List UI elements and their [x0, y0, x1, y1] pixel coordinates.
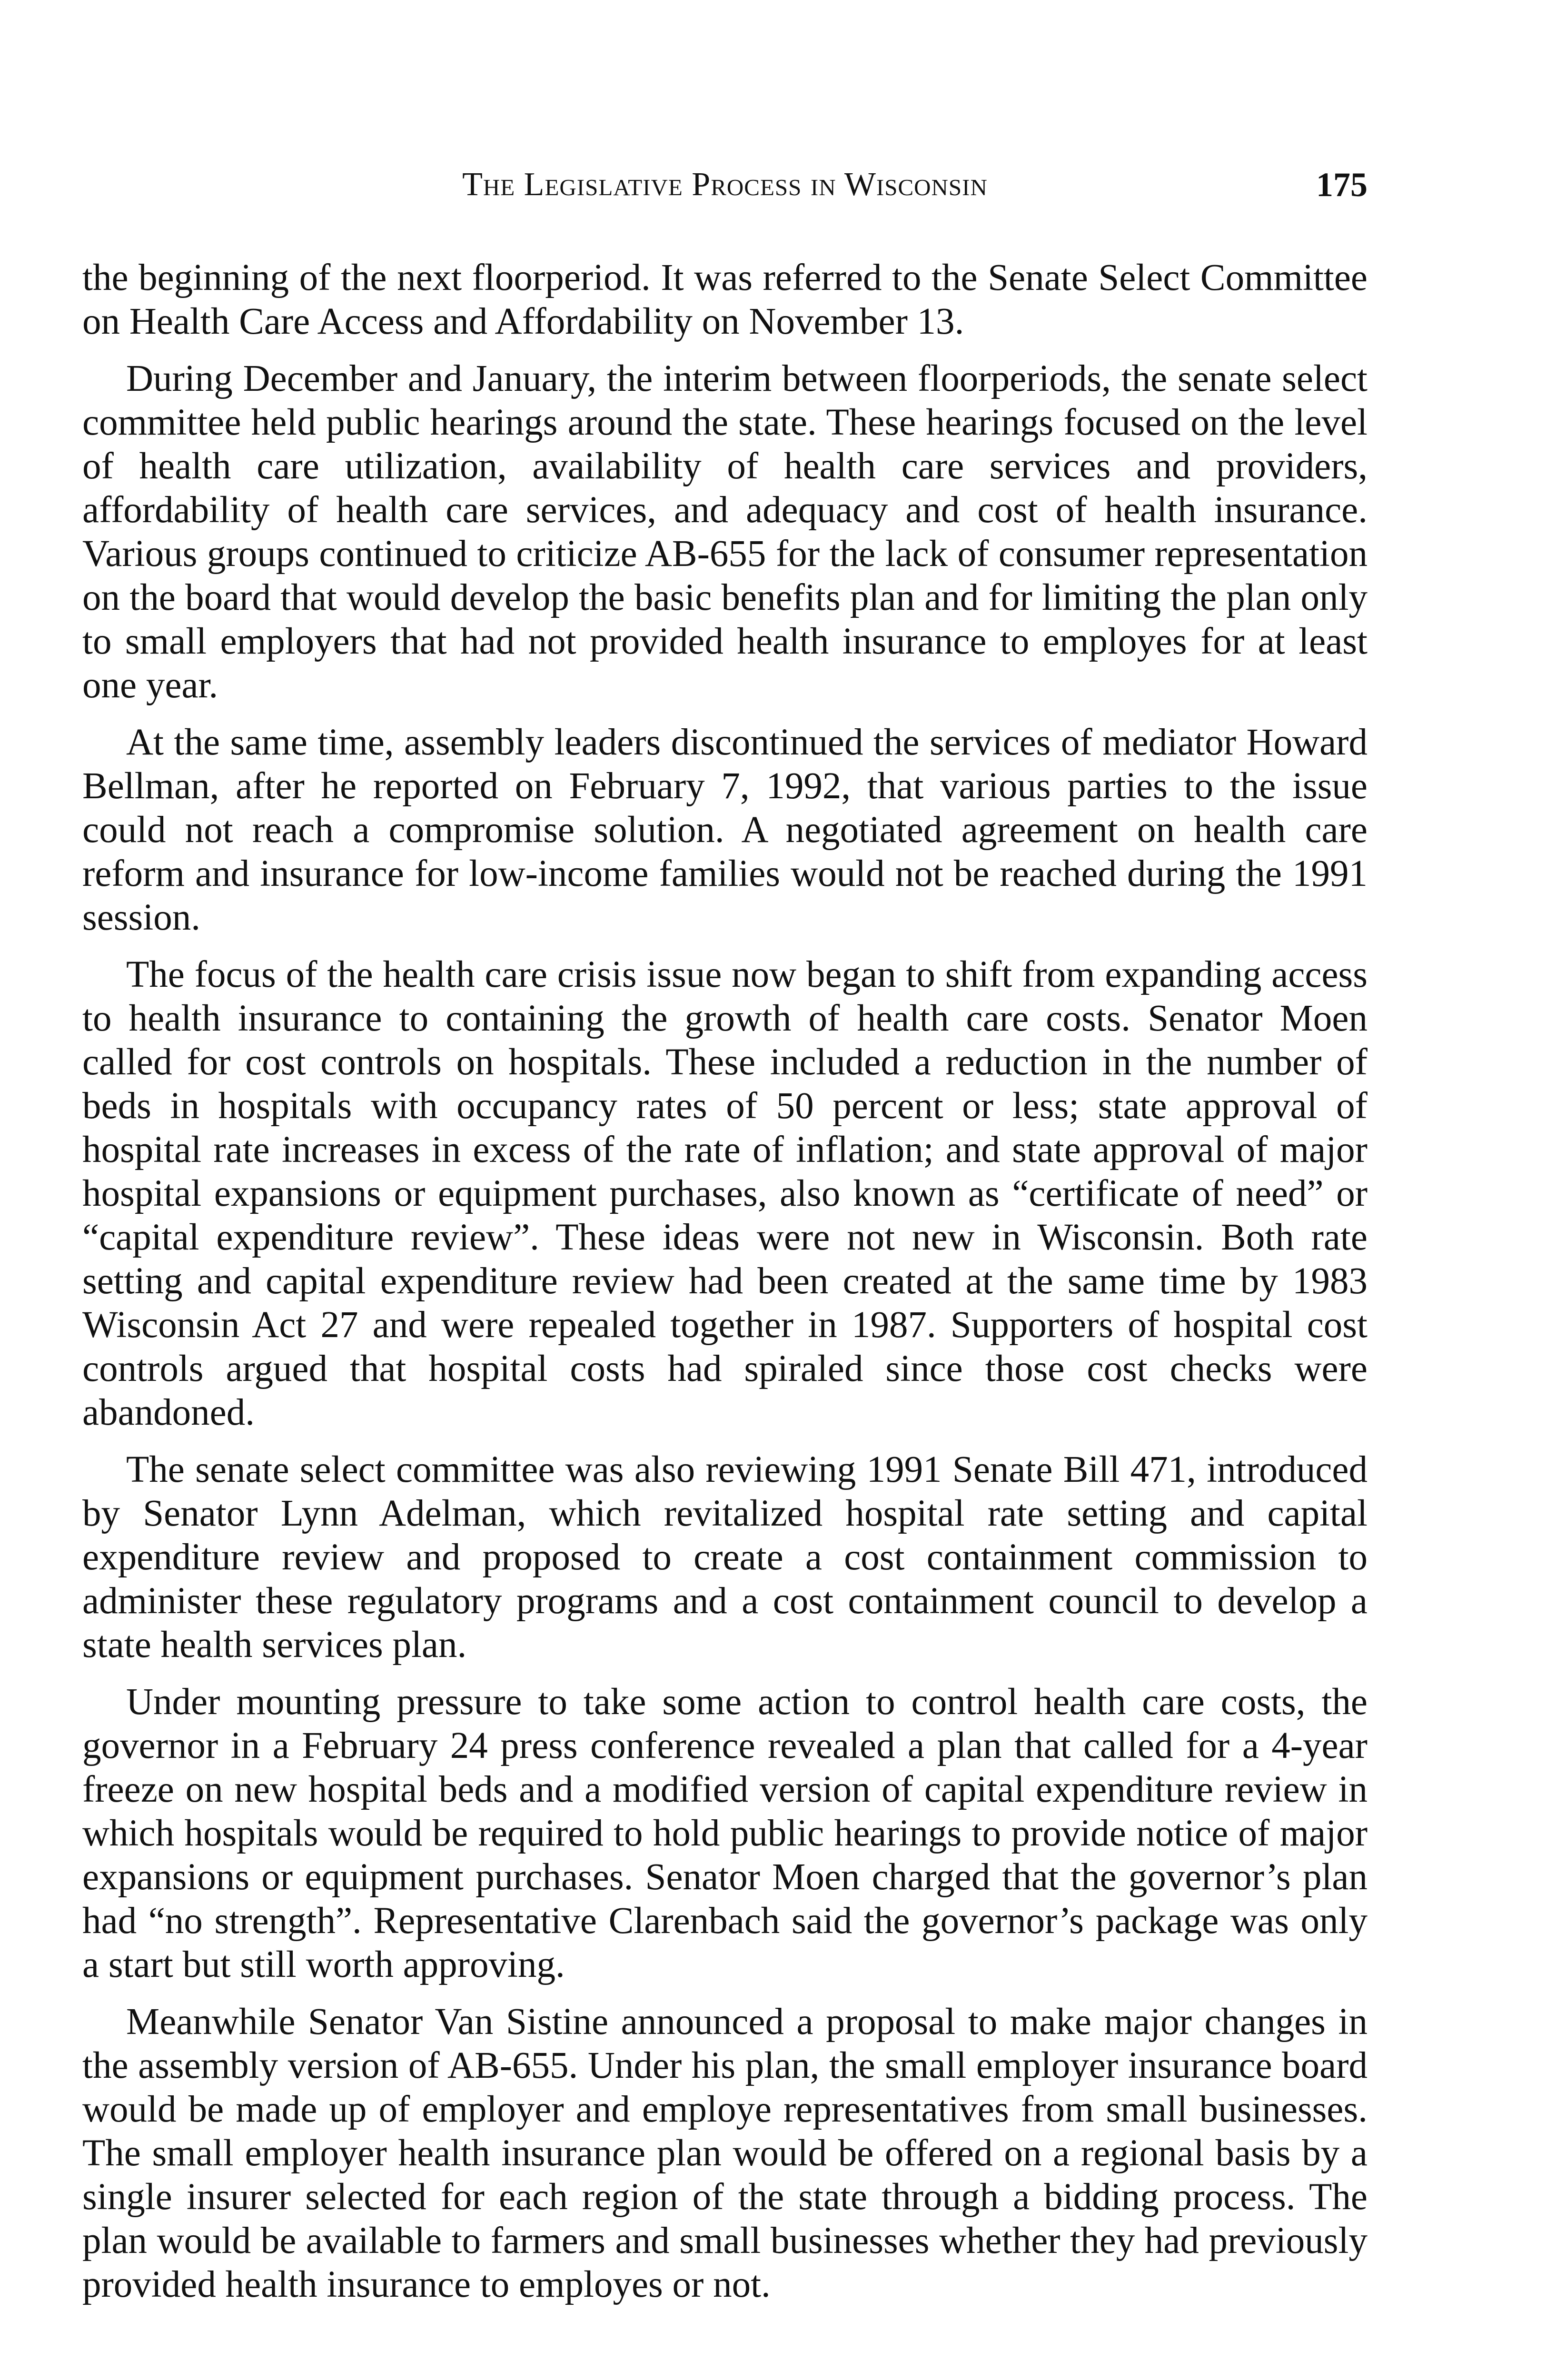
running-header	[82, 161, 1368, 213]
body-text	[82, 256, 1368, 2320]
paragraph-continuation: the beginning of the next floorperiod. It was referred to the Senate Select Committee on Health Care Access and Affordability on November 13.	[82, 257, 1368, 342]
paragraph-senate-bill-471: The senate select committee was also reviewing 1991 Senate Bill 471, introduced by Senator Lynn Adelman, which revitalized hospital rate setting and capital expenditure review and proposed to create a cost containment commission to administer these regulatory programs and a cost containment council to develop a state health services plan.	[82, 1449, 1368, 1666]
running-title: The Legislative Process in Wisconsin	[462, 166, 988, 203]
paragraph-governor-plan: Under mounting pressure to take some action to control health care costs, the governor in a February 24 press conference revealed a plan that called for a 4-year freeze on new hospital beds and a modified version of capital expenditure review in which hospitals would be required to hold public hearings to provide notice of major expansions or equipment purchases. Senator Moen charged that the governor’s plan had “no strength”. Representative Clarenbach said the governor’s package was only a start but still worth approving.	[82, 1681, 1368, 1985]
paragraph-van-sistine-proposal: Meanwhile Senator Van Sistine announced a proposal to make major changes in the assembly version of AB-655. Under his plan, the small employer insurance board would be made up of employer and employe representatives from small businesses. The small employer health insurance plan would be offered on a regional basis by a single insurer selected for each region of the state through a bidding process. The plan would be available to farmers and small businesses whether they had previously provided health insurance to employes or not.	[82, 2001, 1368, 2305]
paragraph-cost-controls: The focus of the health care crisis issue now began to shift from expanding access to health insurance to containing the growth of health care costs. Senator Moen called for cost controls on hospitals. These included a reduction in the number of beds in hospitals with occupancy rates of 50 percent or less; state approval of hospital rate increases in excess of the rate of inflation; and state approval of major hospital expansions or equipment purchases, also known as “certificate of need” or “capital expenditure review”. These ideas were not new in Wisconsin. Both rate setting and capital expenditure review had been created at the same time by 1983 Wisconsin Act 27 and were repealed together in 1987. Supporters of hospital cost controls argued that hospital costs had spiraled since those cost checks were abandoned.	[82, 954, 1368, 1433]
paragraph-interim-hearings: During December and January, the interim between floorperiods, the senate select committee held public hearings around the state. These hearings focused on the level of health care utilization, availability of health care services and providers, affordability of health care services, and adequacy and cost of health insurance. Various groups continued to criticize AB-655 for the lack of consumer representation on the board that would develop the basic benefits plan and for limiting the plan only to small employers that had not provided health insurance to employes for at least one year.	[82, 358, 1368, 706]
paragraph-mediator: At the same time, assembly leaders discontinued the services of mediator Howard Bellman, after he reported on February 7, 1992, that various parties to the issue could not reach a compromise solution. A negotiated agreement on health care reform and insurance for low-income families would not be reached during the 1991 session.	[82, 722, 1368, 938]
page-number: 175	[1316, 166, 1368, 204]
